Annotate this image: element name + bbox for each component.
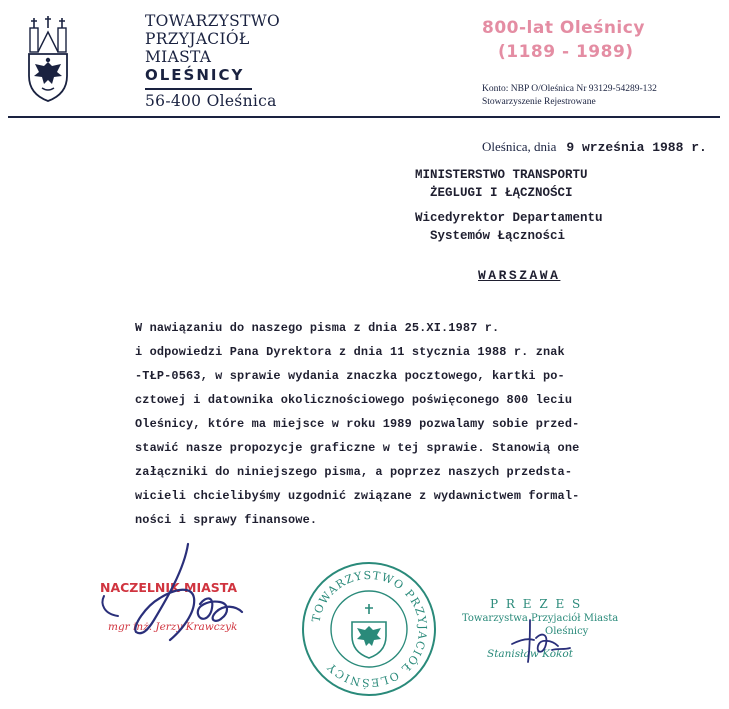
org-name-line2: PRZYJACIÓŁ [145, 30, 250, 48]
right-stamp-name: Stanisław Kokot [487, 648, 573, 660]
recipient-line2: ŻEGLUGI I ŁĄCZNOŚCI [430, 186, 573, 200]
org-postal-address: 56-400 Oleśnica [145, 92, 277, 110]
registration-note: Stowarzyszenie Rejestrowane [482, 97, 596, 107]
body-line: ności i sprawy finansowe. [135, 513, 318, 527]
anniversary-stamp-line2: (1189 - 1989) [498, 42, 634, 62]
date-line [482, 138, 707, 156]
body-line: załączniki do niniejszego pisma, a poprzez naszych przedsta- [135, 465, 573, 479]
body-line: cztowej i datownika okolicznościowego poświęconego 800 leciu [135, 393, 573, 407]
org-name-line1: TOWARZYSTWO [145, 12, 280, 30]
right-stamp-org2: Oleśnicy [545, 626, 589, 637]
body-line: i odpowiedzi Pana Dyrektora z dnia 11 stycznia 1988 r. znak [135, 345, 565, 359]
recipient-line4: Systemów Łączności [430, 229, 566, 243]
left-stamp-title: NACZELNIK MIASTA [100, 580, 238, 595]
org-city: OLEŚNICY [145, 66, 245, 84]
left-stamp-name: mgr inż. Jerzy Krawczyk [108, 621, 238, 633]
org-name-line3: MIASTA [145, 48, 212, 66]
body-line: -TŁP-0563, w sprawie wydania znaczka pocztowego, kartki po- [135, 369, 565, 383]
body-line: Oleśnicy, które ma miejsce w roku 1989 pozwalamy sobie przed- [135, 417, 580, 431]
recipient-city: WARSZAWA [478, 268, 561, 283]
body-line: stawić nasze propozycje graficzne w tej sprawie. Stanowią one [135, 441, 580, 455]
bank-account: Konto: NBP O/Oleśnica Nr 93129-54289-132 [482, 84, 657, 94]
eagle-crest-icon [22, 14, 74, 104]
anniversary-stamp-line1: 800-lat Oleśnicy [482, 18, 645, 38]
body-line: W nawiązaniu do naszego pisma z dnia 25.XI.1987 r. [135, 321, 500, 335]
recipient-line1: MINISTERSTWO TRANSPORTU [415, 168, 588, 182]
recipient-line3: Wicedyrektor Departamentu [415, 211, 603, 225]
seal-text: TOWARZYSTWO PRZYJACIÓŁ OLEŚNICY [309, 568, 430, 690]
date-prefix: Oleśnica, dnia [482, 139, 557, 154]
left-signature-icon [96, 540, 296, 660]
seal-stamp-icon [300, 560, 438, 698]
header-divider [8, 116, 720, 118]
date-value: 9 września 1988 r. [566, 140, 707, 155]
body-line: wicieli chcielibyśmy uzgodnić związane z wydawnictwem formal- [135, 489, 580, 503]
org-city-underline [145, 88, 252, 90]
right-signature-icon [500, 610, 580, 670]
right-stamp-title: P R E Z E S [490, 597, 583, 611]
right-stamp-org1: Towarzystwa Przyjaciół Miasta [462, 613, 619, 624]
